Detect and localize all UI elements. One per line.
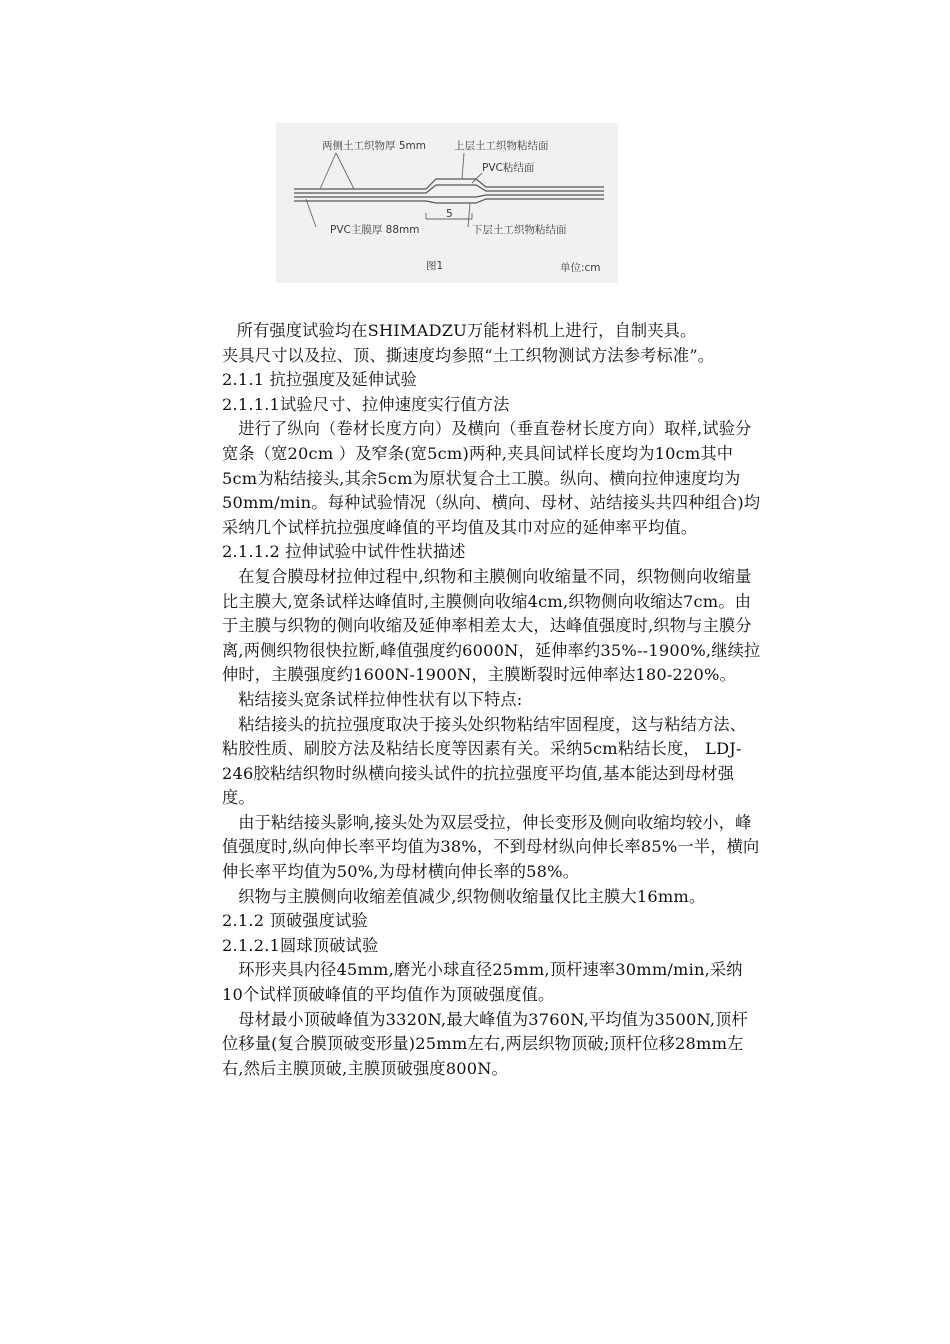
figure-label-right-top: 上层土工织物粘结面	[454, 140, 549, 152]
heading-2-1-2: 2.1.2 顶破强度试验	[222, 911, 368, 931]
paragraph-specimen: 进行了纵向（卷材长度方向）及横向（垂直卷材长度方向）取样,试验分宽条（宽20cm ）及窄条(宽5cm)两种,夹具间试样长度均为10cm其中5cm为粘结接头,其余5cm为原状复合土工膜。纵向、横向拉伸速度均为50mm/min。每种试验情况（纵向、横向、母材、站结接头共四种组合)均采纳几个试样抗拉强度峰值的平均值及其巾对应的延伸率平均值。	[222, 419, 761, 537]
figure-unit: 单位:cm	[560, 262, 601, 274]
paragraph-joint-strength: 粘结接头的抗拉强度取决于接头处织物粘结牢固程度，这与粘结方法、粘胶性质、刷胶方法及粘结长度等因素有关。采纳5cm粘结长度， LDJ-246胶粘结织物时纵横向接头试件的抗拉强度平均值,基本能达到母材强度。	[222, 714, 747, 808]
heading-2-1-1-2: 2.1.1.2 拉伸试验中试件性状描述	[222, 542, 466, 562]
paragraph-joint-intro: 粘结接头宽条试样拉伸性状有以下特点:	[238, 689, 523, 709]
figure-caption: 图1	[426, 260, 444, 272]
membrane-layers	[294, 179, 604, 203]
joint-diagram	[276, 123, 618, 283]
heading-2-1-2-1: 2.1.2.1圆球顶破试验	[222, 935, 379, 955]
paragraph-base-tension: 在复合膜母材拉伸过程中,织物和主膜侧向收缩量不同，织物侧向收缩量比主膜大,宽条试样达峰值时,主膜侧向收缩4cm,织物侧向收缩达7cm。由于主膜与织物的侧向收缩及延伸率相差太大，达峰值强度时,织物与主膜分离,两侧织物很快拉断,峰值强度约6000N，延伸率约35%--1900%,继续拉伸时，主膜强度约1600N-1900N，主膜断裂时远伸率达180-220%。	[222, 566, 761, 685]
leader-lines	[306, 153, 482, 227]
heading-2-1-1: 2.1.1 抗拉强度及延伸试验	[222, 370, 418, 390]
paragraph-shrinkage: 织物与主膜侧向收缩差值减少,织物侧收缩量仅比主膜大16mm。	[238, 886, 706, 906]
paragraph-intro: 所有强度试验均在SHIMADZU万能材料机上进行，自制夹具。	[236, 321, 697, 340]
paragraph-fixture: 夹具尺寸以及拉、顶、撕速度均参照“土工织物测试方法参考标准”。	[222, 345, 715, 365]
figure-label-right-mid: PVC粘结面	[482, 162, 535, 174]
figure-label-left-bottom: PVC主膜厚 88mm	[330, 224, 420, 236]
document-body	[222, 319, 762, 1081]
paragraph-joint-elongation: 由于粘结接头影响,接头处为双层受拉，伸长变形及侧向收缩均较小，峰值强度时,纵向伸长率平均值为38%，不到母材纵向伸长率85%一半，横向伸长率平均值为50%,为母材横向伸长率的58%。	[222, 812, 760, 882]
figure-label-dimension: 5	[446, 208, 453, 220]
heading-2-1-1-1: 2.1.1.1试验尺寸、拉伸速度实行值方法	[222, 394, 510, 414]
paragraph-burst-results: 母材最小顶破峰值为3320N,最大峰值为3760N,平均值为3500N,顶杆位移量(复合膜顶破变形量)25mm左右,两层织物顶破;顶杆位移28mm左右,然后主膜顶破,主膜顶破强度800N。	[222, 1009, 748, 1078]
paragraph-burst-setup: 环形夹具内径45mm,磨光小球直径25mm,顶杆速率30mm/min,采纳10个试样顶破峰值的平均值作为顶破强度值。	[222, 960, 743, 1005]
figure-label-right-bottom: 下层土工织物粘结面	[472, 224, 567, 236]
joint-diagram-svg	[276, 123, 618, 283]
figure-label-left-top: 两侧土工织物厚 5mm	[322, 140, 426, 152]
